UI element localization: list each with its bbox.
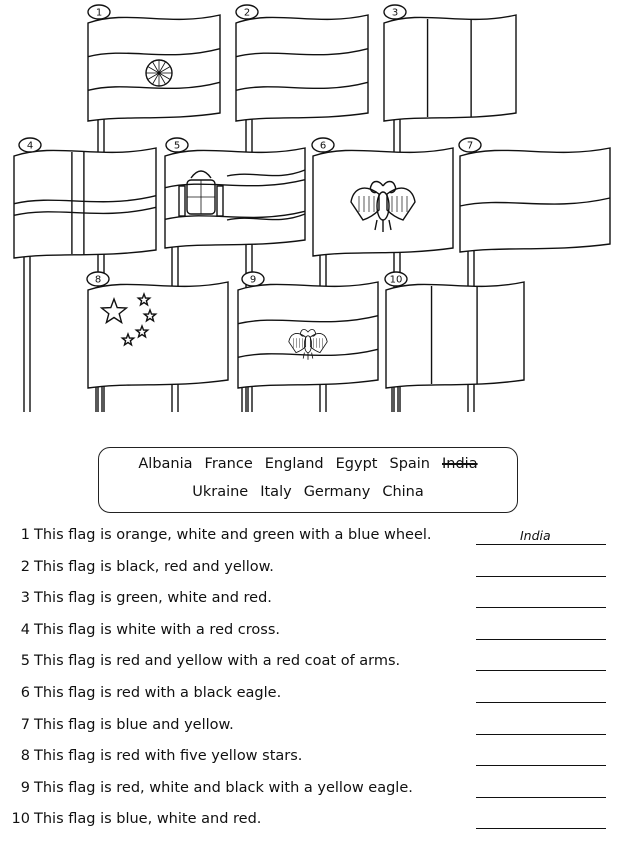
word-france: France: [204, 456, 253, 472]
word-india: India: [442, 456, 478, 472]
flag-number: 3: [391, 7, 399, 19]
word-albania: Albania: [138, 456, 193, 472]
question-text: This flag is white with a red cross.: [34, 621, 281, 638]
word-england: England: [264, 456, 324, 472]
question-number: 9: [20, 779, 30, 796]
question-number: 3: [20, 590, 30, 607]
answer-line[interactable]: [476, 544, 606, 545]
flag-number: 9: [249, 274, 257, 286]
question-row: [0, 811, 624, 833]
question-row: [0, 527, 624, 549]
question-text: This flag is black, red and yellow.: [34, 558, 274, 575]
flag-number: 4: [26, 140, 34, 152]
answer-line[interactable]: [476, 576, 606, 577]
question-number: 7: [20, 716, 30, 733]
question-row: [0, 622, 624, 644]
question-number: 5: [20, 653, 30, 670]
answer-line[interactable]: [476, 765, 606, 766]
question-row: [0, 717, 624, 739]
word-box-row-1: [99, 456, 517, 472]
question-row: [0, 653, 624, 675]
word-spain: Spain: [389, 456, 430, 472]
word-ukraine: Ukraine: [192, 484, 249, 500]
question-text: This flag is orange, white and green with a blue wheel.: [34, 527, 432, 543]
flag-8: [87, 272, 228, 412]
question-number: 10: [11, 811, 30, 828]
flag-number: 2: [243, 7, 251, 19]
question-number: 2: [20, 558, 30, 575]
answer-line[interactable]: [476, 702, 606, 703]
question-text: This flag is red and yellow with a red coat of arms.: [34, 653, 401, 670]
flag-number: 10: [389, 274, 403, 286]
flags-illustration: [0, 0, 624, 420]
question-number: 8: [20, 748, 30, 765]
question-number: 4: [20, 621, 30, 638]
question-row: [0, 559, 624, 581]
question-row: [0, 748, 624, 770]
word-germany: Germany: [303, 484, 371, 500]
question-text: This flag is red, white and black with a yellow eagle.: [34, 779, 413, 796]
flag-number: 5: [173, 140, 181, 152]
question-row: [0, 685, 624, 707]
flag-number: 6: [319, 140, 327, 152]
word-box: [98, 447, 518, 513]
word-italy: Italy: [260, 484, 292, 500]
question-row: [0, 590, 624, 612]
question-number: 6: [20, 685, 30, 701]
question-number: 1: [20, 527, 30, 543]
flag-number: 1: [95, 7, 103, 19]
word-china: China: [382, 484, 424, 500]
question-text: This flag is blue, white and red.: [34, 811, 262, 828]
answer-line[interactable]: [476, 828, 606, 829]
question-text: This flag is red with five yellow stars.: [34, 748, 303, 765]
flag-number: 8: [94, 274, 102, 286]
word-box-row-2: [99, 484, 517, 500]
flag-number: 7: [466, 140, 474, 152]
answer-line[interactable]: [476, 797, 606, 798]
answer-line[interactable]: [476, 607, 606, 608]
question-text: This flag is red with a black eagle.: [34, 685, 282, 701]
answer-line[interactable]: [476, 639, 606, 640]
flag-10: [385, 272, 524, 412]
question-text: This flag is green, white and red.: [34, 590, 272, 607]
flag-9: [238, 272, 378, 412]
word-egypt: Egypt: [335, 456, 378, 472]
question-text: This flag is blue and yellow.: [34, 716, 234, 733]
answer-text: India: [520, 528, 551, 543]
answer-line[interactable]: [476, 734, 606, 735]
question-row: [0, 780, 624, 802]
answer-line[interactable]: [476, 670, 606, 671]
